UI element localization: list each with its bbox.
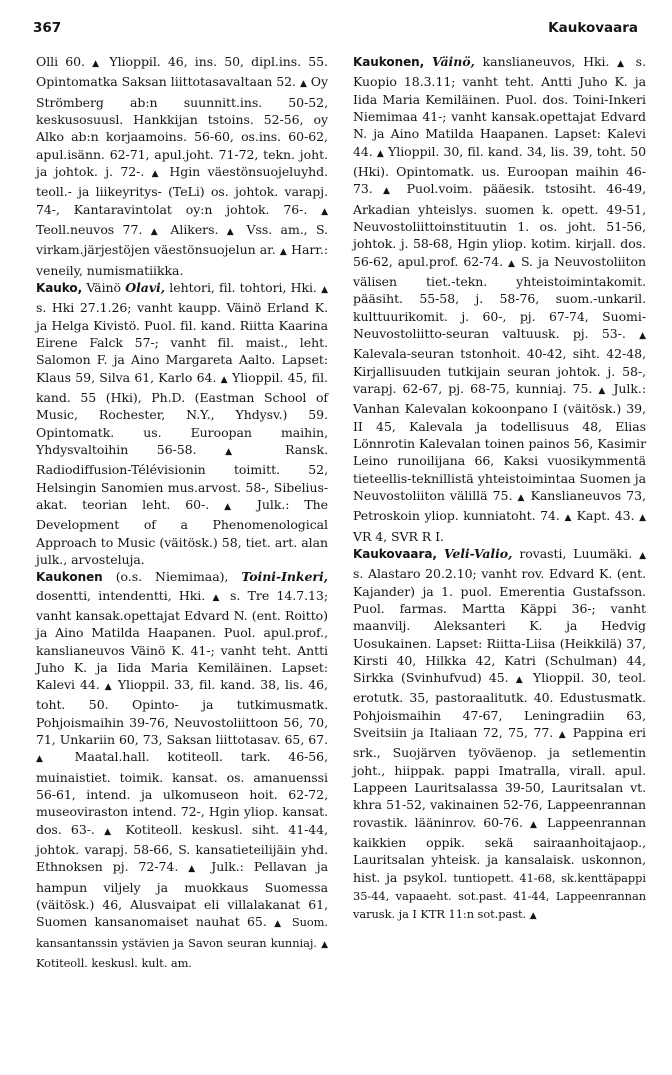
running-head: Kaukovaara bbox=[548, 20, 638, 36]
bullet-separator: ▲ bbox=[529, 911, 537, 922]
bullet-separator: ▲ bbox=[299, 79, 307, 90]
bullet-separator: ▲ bbox=[598, 385, 608, 396]
right-column bbox=[353, 53, 646, 926]
bullet-separator: ▲ bbox=[279, 247, 287, 258]
left-column bbox=[36, 53, 328, 972]
bullet-separator: ▲ bbox=[188, 864, 202, 875]
page-number: 367 bbox=[33, 20, 62, 36]
bullet-separator: ▲ bbox=[225, 446, 257, 457]
bullet-separator: ▲ bbox=[212, 592, 223, 603]
entry-given-name: Olavi, bbox=[125, 279, 166, 295]
bullet-separator: ▲ bbox=[151, 168, 163, 179]
bullet-separator: ▲ bbox=[220, 374, 228, 385]
entry-small-text: tuntiopett. 41-68, sk.kenttäpappi 35-44, vapaaeht. sot.past. 41-44, Lappeenrannan varusk. ja I KTR 11:n sot.past. ▲ bbox=[353, 870, 646, 922]
entry-given-prefix: (o.s. Niemimaa), bbox=[115, 569, 229, 585]
entry-given-name: Väinö, bbox=[431, 54, 475, 69]
entry-text: lehtori, fil. tohtori, Hki. ▲ s. Hki 27.1.26; vanht kaupp. Väinö Erland K. ja Helga Kivistö. Puol. fil. kand. Riitta Kaarina Eirene Falck 57-; vanht fil. maist., leht. Salomon F. ja Aino Margareta Aalto. Lapset: Klaus 59, Silva 61, Karlo 64. ▲ Ylioppil. 45, fil. kand. 55 (Hki), Ph.D. (Eastman School of Music, Rochester, N.Y., Yhdysv.) 59. Opintomatk. us. Euroopan maihin, Yhdysvaltoihin 56-58. ▲ Ransk. Radiodiffusion-Télévisionin toimitt. 52, Helsingin Sanomien mus.arvost. 58-, Sibelius-akat. teorian leht. 60-. ▲ Julk.: The Development of a Phenomenological Approach to Music (väitösk.) 58, tiet. art. alan julk., arvosteluja. bbox=[36, 279, 328, 567]
entry-given-name: Veli-Valio, bbox=[443, 545, 513, 561]
entry-given-prefix: Väinö bbox=[86, 279, 121, 295]
bullet-separator: ▲ bbox=[104, 682, 113, 693]
entry-text: dosentti, intendentti, Hki. ▲ s. Tre 14.7.13; vanht kansak.opettajat Edvard N. (ent. Roitto) ja Aino Matilda Haapanen. Puol. apul.prof., kanslianeuvos Väinö K. 41-; vanht teht. Antti Juho K. ja Iida Maria Kemiläinen. Lapset: Kalevi 44. ▲ Ylioppil. 33, fil. kand. 38, lis. 46, toht. 50. Opinto- ja tutkimusmatk. Pohjoismaihin 39-76, Neuvostoliittoon 56, 70, 71, Unkariin 60, 73, Saksan liittotasav. 65, 67. ▲ Maatal.hall. kotiteoll. tark. 46-56, muinaistiet. toimik. kansat. os. amanuenssi 56-61, intend. ja ulkomuseon hoit. 62-72, museoviraston intend. 72-, Hgin yliop. kansat. dos. 63-. ▲ Kotiteoll. keskusl. siht. 41-44, johtok. varapj. 58-66, S. kansatieteilijäin yhd. Ethnoksen pj. 72-74. ▲ Julk.: Pellavan ja hampun viljely ja muokkaus Suomessa (väitösk.) 46, Alusvaipat eli villalakanat 61, Suomen kansanomaiset nauhat 65. ▲ bbox=[36, 587, 329, 930]
entry-given-name: Toini-Inkeri, bbox=[241, 569, 328, 585]
bullet-separator: ▲ bbox=[321, 284, 328, 295]
bullet-separator: ▲ bbox=[639, 550, 646, 561]
biography-entry bbox=[36, 568, 328, 972]
bullet-separator: ▲ bbox=[639, 513, 646, 524]
bullet-separator: ▲ bbox=[321, 206, 328, 217]
entry-text: rovasti, Luumäki. ▲ s. Alastaro 20.2.10; vanht rov. Edvard K. (ent. Kajander) ja 1. puol. Emerentia Gustafsson. Puol. farmas. Martta Käppi 36-; vanht maanvilj. Aleksanteri K. ja Hedvig Uosukainen. Lapset: Riitta-Liisa (Heikkilä) 37, Kirsti 40, Hilkka 42, Katri (Schulman) 44, Sirkka (Svinhufvud) 45. ▲ Ylioppil. 30, teol. erotutk. 35, pastoraalitutk. 40. Edustusmatk. Pohjoismaihin 47-67, Leningradiin 63, Sveitsiin ja Italiaan 72, 75, 77. ▲ Pappina eri srk., Suojärven työväenop. ja setlementin joht., hiippak. pappi Imatralla, virall. apul. Lappeen Lauritsalassa 39-50, Lauritsalan vt. khra 51-52, vakinainen 52-76, Lappeenrannan rovastik. lääninrov. 60-76. ▲ Lappeenrannan kaikkien oppik. sekä sairaanhoitajaop., Lauritsalan yhteisk. ja kansalaisk. uskonnon, hist. ja psykol. bbox=[353, 545, 646, 885]
bullet-separator: ▲ bbox=[383, 186, 397, 197]
biography-entry bbox=[36, 279, 328, 568]
bullet-separator: ▲ bbox=[224, 501, 242, 512]
entry-surname: Kaukonen, bbox=[353, 55, 425, 69]
page-header bbox=[33, 20, 638, 40]
bullet-separator: ▲ bbox=[376, 148, 384, 159]
bullet-separator: ▲ bbox=[515, 675, 526, 686]
entry-surname: Kaukovaara, bbox=[353, 546, 437, 561]
entry-text: kanslianeuvos, Hki. ▲ s. Kuopio 18.3.11; vanht teht. Antti Juho K. ja Iida Maria Kemiläinen. Puol. dos. Toini-Inkeri Niemimaa 41-; vanht kansak.opettajat Edvard N. ja Aino Matilda Haapanen. Lapset: Kalevi 44. ▲ Ylioppil. 30, fil. kand. 34, lis. 39, toht. 50 (Hki). Opintomatk. us. Euroopan maihin 46-73. ▲ Puol.voim. pääesik. tstosiht. 46-49, Arkadian yhteislys. suomen k. opett. 49-51, Neuvostoliittoinstituutin 1. os. joht. 51-56, johtok. j. 58-68, Hgin yliop. kotim. kirjall. dos. 56-62, apul.prof. 62-74. ▲ S. ja Neuvostoliiton välisen tiet.-tekn. yhteistoimintakomit. pääsiht. 55-58, j. 58-76, suom.-unkaril. kulttuurikomit. j. 60-, pj. 67-74, Suomi-Neuvostoliitto-seuran valtuusk. pj. 53-. ▲ Kalevala-seuran tstonhoit. 40-42, siht. 42-48, Kirjallisuuden tutkijain seuran johtok. j. 58-, varapj. 62-67, pj. 68-75, kunniaj. 75. ▲ Julk.: Vanhan Kalevalan kokoonpano I (väitösk.) 39, II 45, Kalevala ja todellisuus 48, Elias Lönnrotin Kalevalan toinen painos 56, Kasimir Leino runoilijana 66, Kaksi vuosikymmentä tieteellis-teknillistä yhteistoimintaa Suomen ja Neuvostoliiton välillä 75. ▲ Kanslianeuvos 73, Petroskoin yliop. kunniatoht. 74. ▲ Kapt. 43. ▲ VR 4, SVR R I. bbox=[353, 54, 647, 544]
bullet-separator: ▲ bbox=[274, 919, 285, 930]
bullet-separator: ▲ bbox=[564, 513, 573, 524]
bullet-separator: ▲ bbox=[92, 59, 103, 69]
bullet-separator: ▲ bbox=[150, 226, 163, 237]
biography-entry bbox=[353, 545, 646, 926]
bullet-separator: ▲ bbox=[529, 819, 540, 830]
biography-entry bbox=[353, 53, 646, 545]
bullet-separator: ▲ bbox=[617, 59, 628, 69]
entry-small-text: Suom. kansantanssin ystävien ja Savon seuran kunniaj. ▲ Kotiteoll. keskusl. kult. am. bbox=[36, 915, 328, 971]
bullet-separator: ▲ bbox=[321, 939, 328, 950]
bullet-separator: ▲ bbox=[508, 258, 516, 269]
bullet-separator: ▲ bbox=[36, 754, 57, 765]
bullet-separator: ▲ bbox=[639, 330, 646, 341]
bullet-separator: ▲ bbox=[517, 492, 526, 503]
entry-text: Olli 60. ▲ Ylioppil. 46, ins. 50, dipl.ins. 55. Opintomatka Saksan liittotasavaltaan 52. ▲ Oy Strömberg ab:n suunnitt.ins. 50-52, keskusosuusl. Hankkijan tstoins. 52-56, oy Alko ab:n korjaamoins. 56-60, os.ins. 60-62, apul.isänn. 62-71, apul.joht. 71-72, tekn. joht. ja johtok. j. 72-. ▲ Hgin väestönsuojeluyhd. teoll.- ja liikeyritys- (TeLi) os. johtok. varapj. 74-, Kantaravintolat oy:n johtok. 76-. ▲ Teoll.neuvos 77. ▲ Alikers. ▲ Vss. am., S. virkam.järjestöjen väestönsuojelun ar. ▲ Harr.: veneily, numismatiikka. bbox=[36, 54, 329, 278]
bullet-separator: ▲ bbox=[558, 730, 568, 741]
entry-surname: Kaukonen bbox=[36, 570, 103, 585]
bullet-separator: ▲ bbox=[104, 826, 117, 837]
entry-surname: Kauko, bbox=[36, 280, 83, 295]
biography-entry bbox=[36, 53, 328, 279]
bullet-separator: ▲ bbox=[226, 226, 239, 237]
